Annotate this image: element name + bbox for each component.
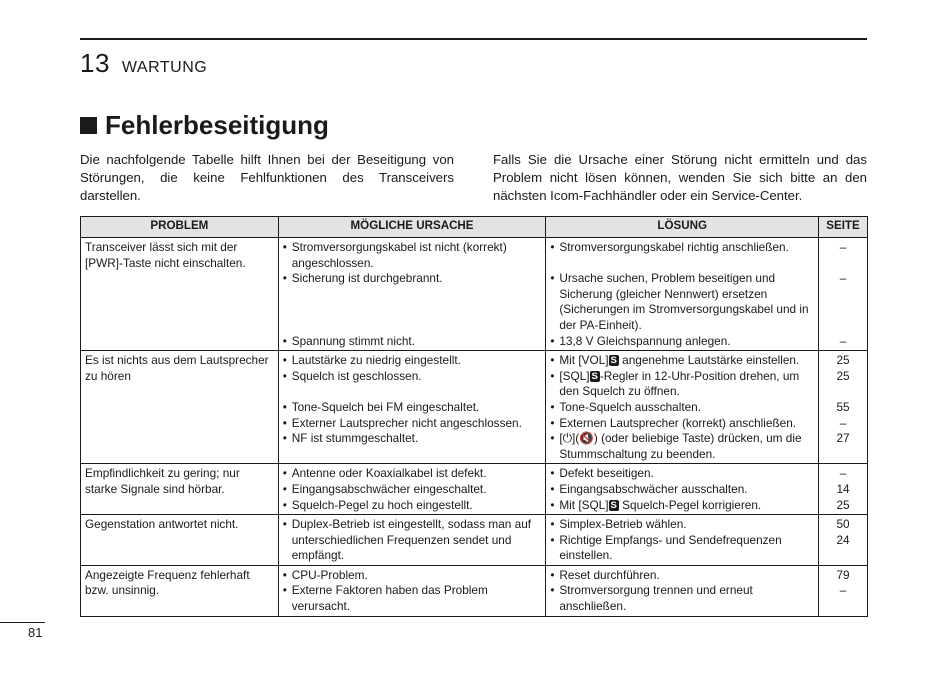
- page-cell: [819, 464, 868, 515]
- cause-item: • CPU-Problem.: [283, 568, 542, 584]
- cause-item: • NF ist stummgeschaltet.: [283, 431, 542, 447]
- page-ref: –: [839, 415, 847, 430]
- troubleshooting-table: [80, 216, 868, 617]
- page-ref: –: [839, 583, 847, 598]
- cause-cell: [278, 238, 546, 351]
- table-row: [81, 238, 868, 351]
- solution-item: • Richtige Empfangs- und Sendefrequenzen einstellen.: [550, 533, 814, 564]
- page-ref: –: [839, 271, 847, 286]
- key-badge-icon: S: [591, 370, 598, 382]
- intro-left: Die nachfolgende Tabelle hilft Ihnen bei der Beseitigung von Störungen, die keine Fehlfunktionen des Transceivers darstellen.: [80, 152, 454, 203]
- page-ref: 50: [836, 517, 850, 532]
- table-row: [81, 515, 868, 566]
- page-ref: 55: [836, 399, 850, 414]
- cause-cell: [278, 565, 546, 616]
- page-ref: 25: [836, 368, 850, 383]
- solution-cell: [546, 351, 819, 464]
- square-bullet-icon: [80, 117, 97, 134]
- solution-item: • Reset durchführen.: [550, 568, 814, 584]
- top-rule: [80, 38, 867, 40]
- problem-cell: Empfindlichkeit zu gering; nur starke Signale sind hörbar.: [81, 464, 279, 515]
- solution-item: • [SQL] S -Regler in 12-Uhr-Position drehen, um den Squelch zu öffnen.: [550, 369, 814, 400]
- solution-cell: [546, 515, 819, 566]
- solution-item: • Mit [SQL] S Squelch-Pegel korrigieren.: [550, 498, 814, 514]
- chapter-heading: [80, 48, 207, 79]
- page-cell: [819, 238, 868, 351]
- cause-cell: [278, 351, 546, 464]
- table-row: [81, 565, 868, 616]
- cause-item: • Externe Faktoren haben das Problem verursacht.: [283, 583, 542, 614]
- cause-item: • Squelch ist geschlossen.: [283, 369, 542, 385]
- key-badge-icon: S: [610, 499, 617, 511]
- solution-item: • [⏻](🔇) (oder beliebige Taste) drücken, um die Stummschaltung zu beenden.: [550, 431, 814, 462]
- cause-item: • Stromversorgungskabel ist nicht (korrekt) angeschlossen.: [283, 240, 542, 271]
- header-problem: PROBLEM: [81, 217, 279, 238]
- solution-item: • Tone-Squelch ausschalten.: [550, 400, 814, 416]
- table-header-row: [81, 217, 868, 238]
- cause-cell: [278, 515, 546, 566]
- cause-item: • Externer Lautsprecher nicht angeschlossen.: [283, 416, 542, 432]
- header-cause: MÖGLICHE URSACHE: [278, 217, 546, 238]
- intro-right: Falls Sie die Ursache einer Störung nicht ermitteln und das Problem nicht lösen können, wenden Sie sich bitte an den nächsten Icom-Fachhändler oder ein Service-Center.: [493, 152, 867, 203]
- solution-item: • Eingangsabschwächer ausschalten.: [550, 482, 814, 498]
- solution-item: • Stromversorgung trennen und erneut anschließen.: [550, 583, 814, 614]
- cause-item: • Spannung stimmt nicht.: [283, 334, 542, 350]
- section-title-text: Fehlerbeseitigung: [105, 110, 329, 140]
- header-page: SEITE: [819, 217, 868, 238]
- table-row: [81, 351, 868, 464]
- page-ref: –: [839, 240, 847, 254]
- solution-item: • Externen Lautsprecher (korrekt) anschließen.: [550, 416, 814, 432]
- chapter-number: 13: [80, 48, 110, 78]
- solution-item: • Ursache suchen, Problem beseitigen und Sicherung (gleicher Nennwert) ersetzen (Sicherungen im Stromversorgungskabel und in der PA-Einheit).: [550, 271, 814, 333]
- solution-item: • Defekt beseitigen.: [550, 466, 814, 482]
- problem-cell: Gegenstation antwortet nicht.: [81, 515, 279, 566]
- chapter-title: WARTUNG: [121, 59, 208, 76]
- key-badge-icon: S: [610, 355, 617, 367]
- cause-cell: [278, 464, 546, 515]
- solution-cell: [546, 238, 819, 351]
- page-ref: 24: [836, 532, 850, 547]
- page-ref: 25: [836, 353, 850, 368]
- solution-item: • Mit [VOL] S angenehme Lautstärke einstellen.: [550, 353, 814, 369]
- problem-cell: Es ist nichts aus dem Lautsprecher zu hören: [81, 351, 279, 464]
- solution-item: • Simplex-Betrieb wählen.: [550, 517, 814, 533]
- solution-item: • 13,8 V Gleichspannung anlegen.: [550, 334, 814, 350]
- page-ref: 27: [836, 431, 850, 446]
- section-title: [80, 110, 329, 141]
- solution-cell: [546, 464, 819, 515]
- page-cell: [819, 515, 868, 566]
- cause-item: • Lautstärke zu niedrig eingestellt.: [283, 353, 542, 369]
- page-ref: –: [839, 333, 847, 348]
- page-cell: [819, 565, 868, 616]
- problem-cell: Angezeigte Frequenz fehlerhaft bzw. unsinnig.: [81, 565, 279, 616]
- cause-item: • Tone-Squelch bei FM eingeschaltet.: [283, 400, 542, 416]
- page-ref: 14: [836, 481, 850, 496]
- cause-item: • Squelch-Pegel zu hoch eingestellt.: [283, 498, 542, 514]
- cause-item: • Eingangsabschwächer eingeschaltet.: [283, 482, 542, 498]
- header-solution: LÖSUNG: [546, 217, 819, 238]
- page-ref: –: [839, 466, 847, 481]
- cause-item: • Duplex-Betrieb ist eingestellt, sodass man auf unterschiedlichen Frequenzen sendet und empfängt.: [283, 517, 542, 564]
- page-ref: 25: [836, 497, 850, 512]
- solution-cell: [546, 565, 819, 616]
- page-cell: [819, 351, 868, 464]
- solution-item: • Stromversorgungskabel richtig anschließen.: [550, 240, 814, 256]
- page-number-rule: [0, 622, 45, 623]
- cause-item: • Sicherung ist durchgebrannt.: [283, 271, 542, 287]
- page-ref: 79: [836, 567, 850, 582]
- cause-item: • Antenne oder Koaxialkabel ist defekt.: [283, 466, 542, 482]
- page-number: 81: [28, 625, 43, 640]
- problem-cell: Transceiver lässt sich mit der [PWR]-Taste nicht einschalten.: [81, 238, 279, 351]
- table-row: [81, 464, 868, 515]
